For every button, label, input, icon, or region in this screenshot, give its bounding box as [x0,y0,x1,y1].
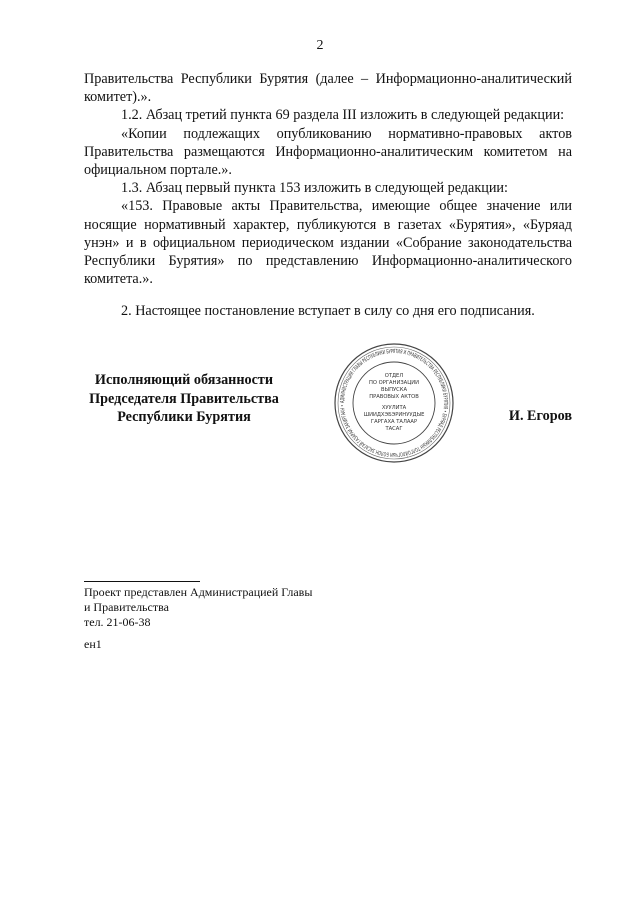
paragraph-6: 2. Настоящее постановление вступает в силу со дня его подписания. [121,303,535,320]
seal-inner-line: ХУУЛИТА [381,405,407,411]
page-number: 2 [316,38,324,53]
seal-inner-line: ШИИДХЭБЭРИНУУДЫЕ [363,412,425,418]
paragraph-3: «Копии подлежащих опубликованию нормативно-правовых актов Правительства размещаются Информационно-аналитическим комитетом на официальном портале.». [84,125,572,179]
footer-line: Проект представлен Администрацией Главы [84,585,313,599]
official-seal-icon [333,342,455,464]
paragraph-4: 1.3. Абзац первый пункта 153 изложить в следующей редакции: [121,180,508,197]
paragraph-gap [84,288,572,302]
footer-line: и Правительства [84,600,169,614]
signature-position [84,371,284,427]
seal-inner-line: ПО ОРГАНИЗАЦИИ [368,380,420,386]
signature-position-line: Председателя Правительства [89,390,279,407]
signer-name: И. Егоров [508,408,572,424]
seal-outer-text: АДМИНИСТРАЦИЯ ГЛАВЫ РЕСПУБЛИКИ БУРЯТИЯ И ПРАВИТЕЛЬСТВА РЕСПУБЛИКИ БУРЯТИЯ • БУРЯАД РЕСПУБЛИКЫН ТОЛГОЙЛОГЧЫН БОЛОН ЗАСАГАЙ ГАЗАРАЙ ЗАХИРГААН • [339,348,449,458]
footer-divider [84,581,200,582]
signature-position-line: Исполняющий обязанности [94,372,274,388]
paragraph-5: «153. Правовые акты Правительства, имеющие общее значение или носящие нормативный характер, публикуются в газетах «Бурятия», «Буряад унэн» и в официальном периодическом издании «Собрание законодательства Республики Бурятия» по представлению Информационно-аналитического комитета.». [84,198,572,288]
footer-note [84,585,312,630]
seal-inner-line: ПРАВОВЫХ АКТОВ [369,394,419,400]
paragraph-1: Правительства Республики Бурятия (далее – Информационно-аналитический комитет).». [84,71,572,106]
seal-inner-line: ГАРГАХА ТАЛААР [370,419,418,425]
footer-line: тел. 21-06-38 [84,615,151,629]
seal-inner-line: ОТДЕЛ [384,373,404,379]
seal-inner-line: ТАСАГ [385,426,403,432]
signature-position-line: Республики Бурятия [117,409,251,425]
document-code: ен1 [84,637,102,651]
seal-inner-line: ВЫПУСКА [380,387,408,393]
paragraph-2: 1.2. Абзац третий пункта 69 раздела III изложить в следующей редакции: [121,107,565,124]
document-body [84,70,572,321]
